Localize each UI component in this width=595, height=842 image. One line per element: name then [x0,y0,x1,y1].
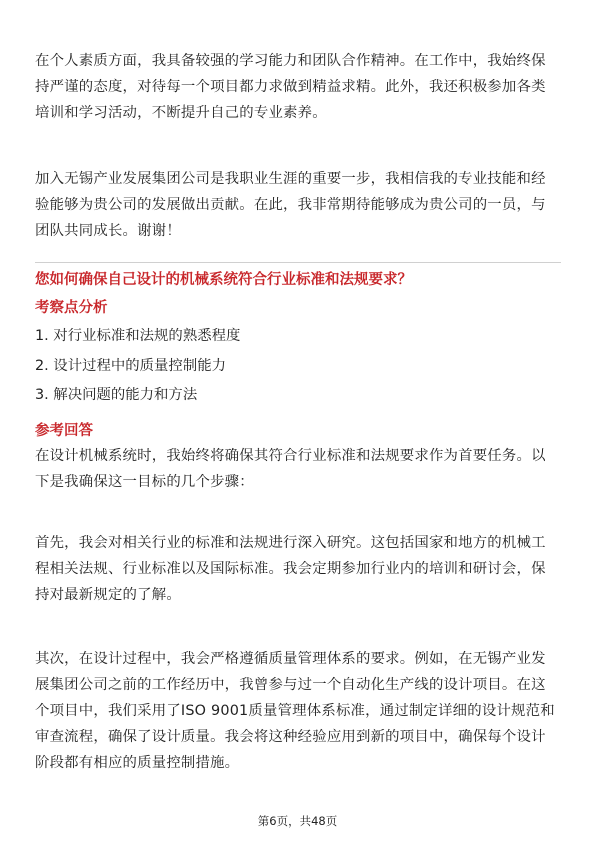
answer-paragraph-intro: 在设计机械系统时，我始终将确保其符合行业标准和法规要求作为首要任务。以下是我确保这一目标的几个步骤： [35,448,546,490]
analysis-item: 3. 解决问题的能力和方法 [35,387,198,403]
answer-paragraph-first: 首先，我会对相关行业的标准和法规进行深入研究。这包括国家和地方的机械工程相关法规、行业标准以及国际标准。我会定期参加行业内的培训和研讨会，保持对最新规定的了解。 [35,535,546,603]
answer-paragraph-second: 其次，在设计过程中，我会严格遵循质量管理体系的要求。例如，在无锡产业发展集团公司之前的工作经历中，我曾参与过一个自动化生产线的设计项目。在这个项目中，我们采用了ISO 9001质量管理体系标准，通过制定详细的设计规范和审查流程，确保了设计质量。我会将这种经验应用到新的项目中，确保每个设计阶段都有相应的质量控制措施。 [35,651,555,771]
section-divider [35,262,561,263]
analysis-heading: 考察点分析 [35,300,108,316]
answer-heading: 参考回答 [35,423,93,439]
intro-paragraph-closing: 加入无锡产业发展集团公司是我职业生涯的重要一步，我相信我的专业技能和经验能够为贵公司的发展做出贡献。在此，我非常期待能够成为贵公司的一员，与团队共同成长。谢谢！ [35,171,546,239]
question-title: 您如何确保自己设计的机械系统符合行业标准和法规要求？ [35,272,412,288]
analysis-item: 1. 对行业标准和法规的熟悉程度 [35,328,241,344]
intro-paragraph-quality: 在个人素质方面，我具备较强的学习能力和团队合作精神。在工作中，我始终保持严谨的态度，对待每一个项目都力求做到精益求精。此外，我还积极参加各类培训和学习活动，不断提升自己的专业素养。 [35,53,546,121]
analysis-item: 2. 设计过程中的质量控制能力 [35,358,226,374]
page-number: 第6页，共48页 [257,814,338,828]
